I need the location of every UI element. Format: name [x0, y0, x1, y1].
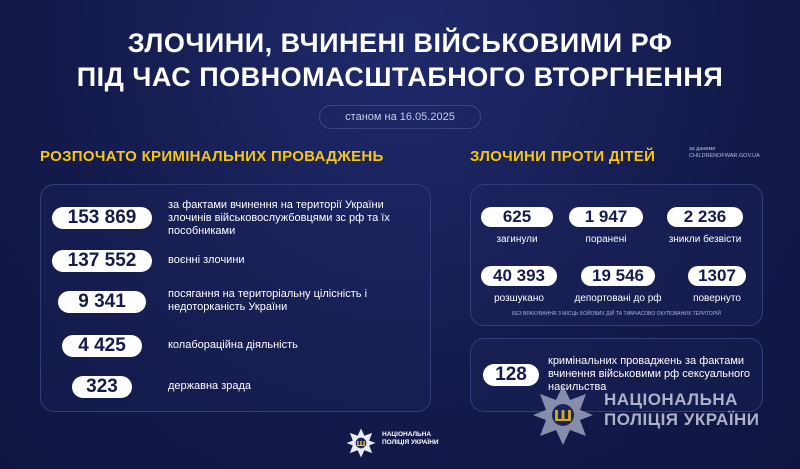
- stat-pill: 323: [72, 376, 132, 398]
- criminal-section-heading: РОЗПОЧАТО КРИМІНАЛЬНИХ ПРОВАДЖЕНЬ: [40, 148, 384, 165]
- watermark-line-2: ПОЛІЦІЯ УКРАЇНИ: [604, 410, 760, 429]
- title-line-1: ЗЛОЧИНИ, ВЧИНЕНІ ВІЙСЬКОВИМИ РФ: [127, 28, 673, 58]
- children-section-heading: ЗЛОЧИНИ ПРОТИ ДІТЕЙ: [470, 148, 656, 165]
- watermark-text: [604, 390, 760, 430]
- children-stat-pill: 19 546: [581, 266, 655, 286]
- violence-description: кримінальних проваджень за фактами вчинення військовими рф сексуального насильства: [548, 355, 751, 393]
- source-note-prefix: за даними: [689, 146, 716, 152]
- footer-logo-text: [382, 431, 439, 447]
- children-stat-pill: 2 236: [667, 207, 743, 227]
- children-stat-pill: 1 947: [569, 207, 643, 227]
- children-stat-label: повернуто: [693, 293, 741, 304]
- svg-text:Ш: Ш: [553, 407, 573, 425]
- children-stat-label: розшукано: [494, 293, 544, 304]
- source-note-site: CHILDRENOFWAR.GOV.UA: [689, 153, 760, 159]
- stat-description: воєнні злочини: [168, 254, 245, 266]
- footer-line-1: НАЦІОНАЛЬНА: [382, 431, 432, 438]
- date-badge: станом на 16.05.2025: [319, 105, 481, 129]
- stat-description: державна зрада: [168, 380, 252, 392]
- title-line-2: ПІД ЧАС ПОВНОМАСШТАБНОГО ВТОРГНЕННЯ: [76, 62, 724, 92]
- police-star-emblem-icon: [532, 384, 594, 451]
- children-stat-label: депортовані до рф: [574, 293, 662, 304]
- children-stat-pill: 1307: [688, 266, 746, 286]
- stat-pill: 4 425: [62, 335, 142, 357]
- page-title: [0, 26, 800, 94]
- children-stat-pill: 40 393: [481, 266, 557, 286]
- watermark-line-1: НАЦІОНАЛЬНА: [604, 390, 738, 409]
- footer-line-2: ПОЛІЦІЯ УКРАЇНИ: [382, 439, 439, 446]
- stat-description: посягання на територіальну цілісність і недоторканість України: [168, 288, 368, 313]
- children-stat-label: загинули: [496, 234, 538, 245]
- violence-stat-pill: 128: [483, 364, 539, 386]
- stat-pill: 9 341: [58, 291, 146, 313]
- children-stat-label: зникли безвісти: [668, 234, 742, 245]
- source-note: [689, 146, 760, 160]
- stat-description: колабораційна діяльність: [168, 339, 298, 351]
- stat-pill: 153 869: [52, 207, 152, 229]
- svg-text:Ш: Ш: [356, 438, 366, 448]
- children-footnote: БЕЗ ВРАХУВАННЯ З МІСЦЬ БОЙОВИХ ДІЙ ТА ТИМЧАСОВО ОКУПОВАНИХ ТЕРИТОРІЙ: [512, 311, 721, 317]
- children-stat-pill: 625: [481, 207, 553, 227]
- police-star-emblem-icon: [346, 428, 376, 463]
- stat-description: за фактами вчинення на території України злочинів військовослужбовцями зс рф та їх пособниками: [168, 199, 390, 237]
- stat-pill: 137 552: [52, 250, 152, 272]
- children-crimes-panel: [470, 184, 763, 326]
- children-stat-label: поранені: [585, 234, 627, 245]
